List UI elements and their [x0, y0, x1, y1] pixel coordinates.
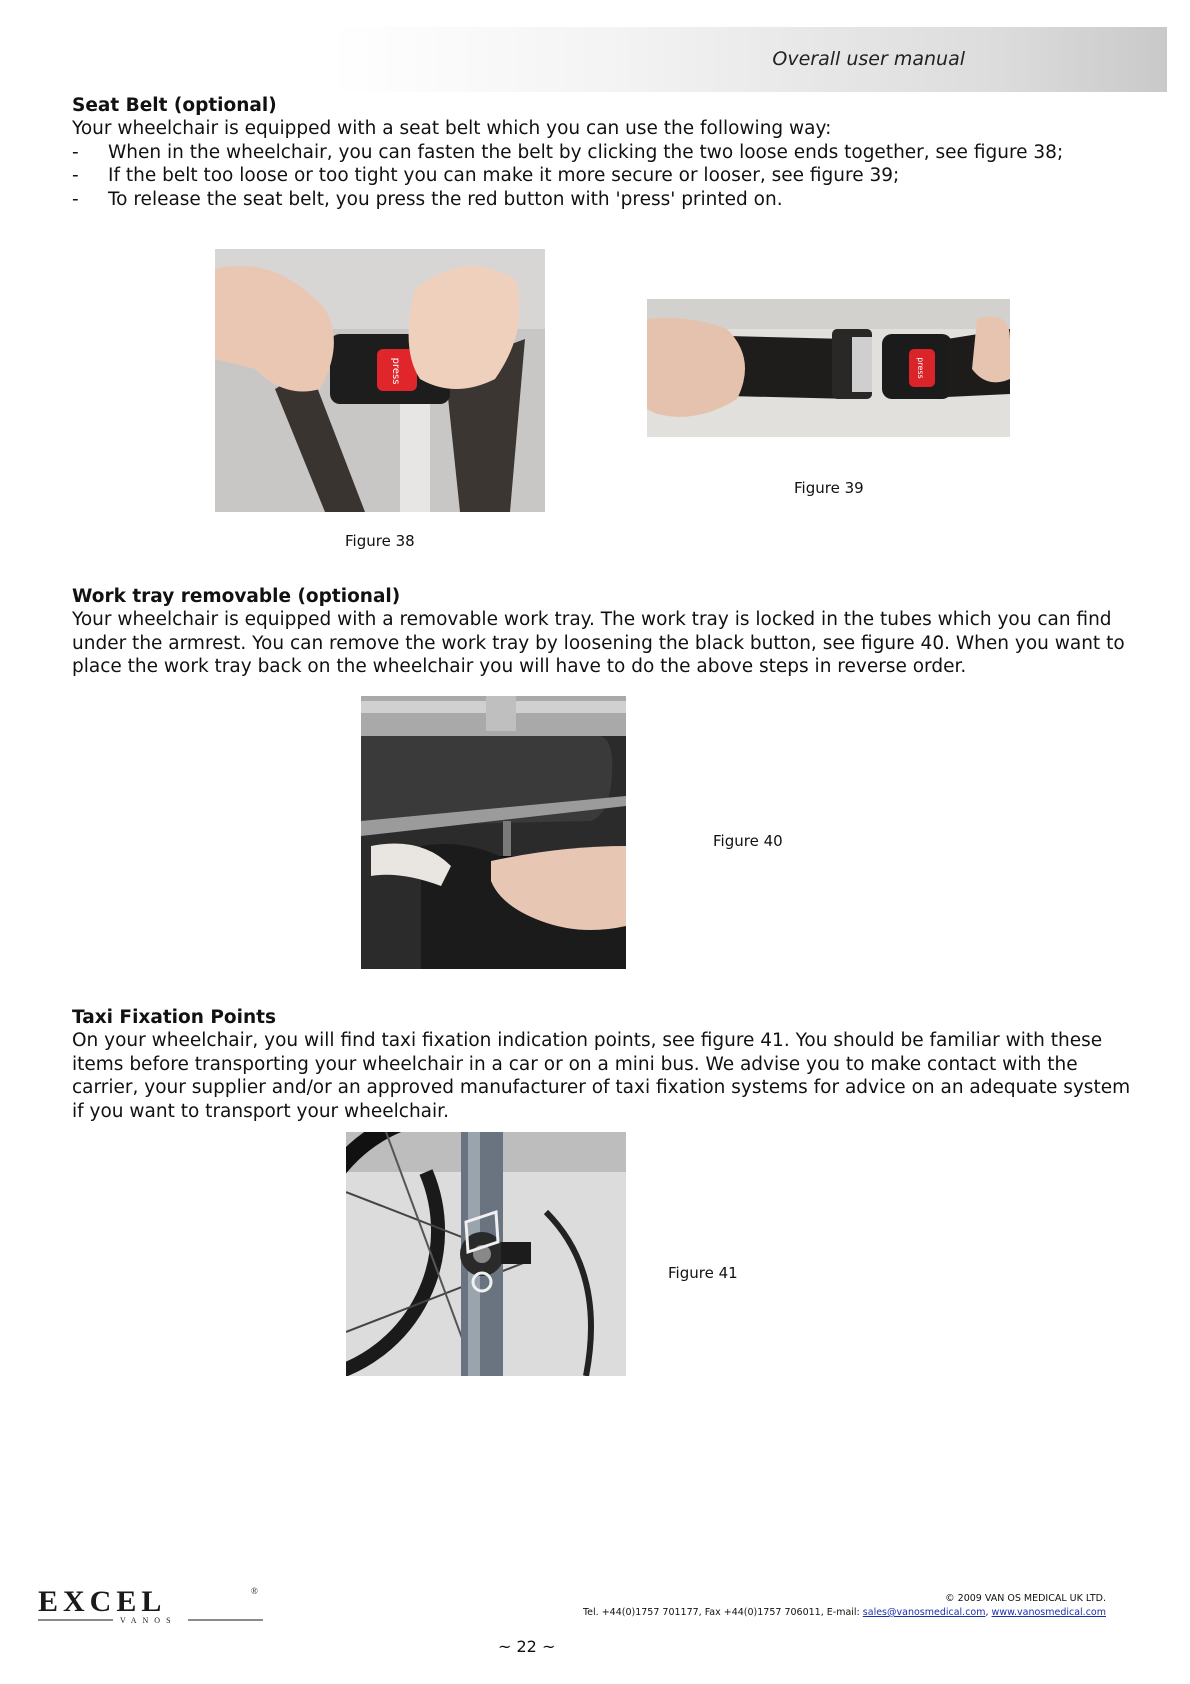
figure-38-caption: Figure 38 [345, 532, 415, 550]
footer-contact [583, 1592, 1106, 1620]
work-tray-body: Your wheelchair is equipped with a removable work tray. The work tray is locked in the tubes which you can find under the armrest. You can remove the work tray by loosening the black button, see figure 40. When you want to place the work tray back on the wheelchair you will have to do the above steps in reverse order. [72, 609, 1125, 677]
list-item: - To release the seat belt, you press the red button with 'press' printed on. [72, 188, 1132, 212]
header-band [330, 27, 1167, 92]
footer-contact-prefix: Tel. +44(0)1757 701177, Fax +44(0)1757 706011, E-mail: [582, 1607, 860, 1618]
list-item: - If the belt too loose or too tight you can make it more secure or looser, see figure 39; [72, 164, 1132, 188]
figure-40-caption: Figure 40 [713, 832, 783, 850]
email-link[interactable]: sales@vanosmedical.com [862, 1607, 986, 1618]
figure-40-photo [361, 696, 626, 969]
seat-belt-heading: Seat Belt (optional) [72, 95, 277, 116]
page-number: ~ 22 ~ [498, 1637, 556, 1656]
taxi-heading: Taxi Fixation Points [72, 1007, 276, 1028]
figure-38-buckle-text: press [390, 357, 401, 385]
taxi-section [72, 1006, 1132, 1123]
figure-39-caption: Figure 39 [794, 479, 864, 497]
footer-copyright: © 2009 VAN OS MEDICAL UK LTD. [945, 1593, 1106, 1604]
seat-belt-bullets [72, 141, 1132, 212]
list-item: - When in the wheelchair, you can fasten the belt by clicking the two loose ends together, see figure 38; [72, 141, 1132, 165]
figure-39-photo [647, 299, 1010, 437]
work-tray-section [72, 585, 1132, 679]
logo-mark: ® [251, 1586, 258, 1596]
website-link[interactable]: www.vanosmedical.com [991, 1607, 1106, 1618]
figure-39-buckle-text: press [916, 357, 925, 379]
figure-38-photo [215, 249, 545, 512]
taxi-body: On your wheelchair, you will find taxi fixation indication points, see figure 41. You should be familiar with these items before transporting your wheelchair in a car or on a mini bus. We advise you to make contact with the carrier, your supplier and/or an approved manufacturer of taxi fixation systems for advice on an adequate system if you want to transport your wheelchair. [72, 1030, 1131, 1122]
work-tray-heading: Work tray removable (optional) [72, 586, 401, 607]
logo-subtext: VANOS [120, 1616, 177, 1625]
figure-41-caption: Figure 41 [668, 1264, 738, 1282]
seat-belt-intro: Your wheelchair is equipped with a seat belt which you can use the following way: [72, 118, 832, 139]
footer-contact-line: Tel. +44(0)1757 701177, Fax +44(0)1757 706011, E-mail: sales@vanosmedical.com, www.vanosmedical.com [582, 1607, 1106, 1618]
header-title: Overall user manual [772, 48, 965, 70]
figure-41-photo [346, 1132, 626, 1376]
excel-logo [38, 1585, 263, 1627]
seat-belt-section [72, 94, 1132, 211]
logo-text: EXCEL [38, 1585, 167, 1618]
